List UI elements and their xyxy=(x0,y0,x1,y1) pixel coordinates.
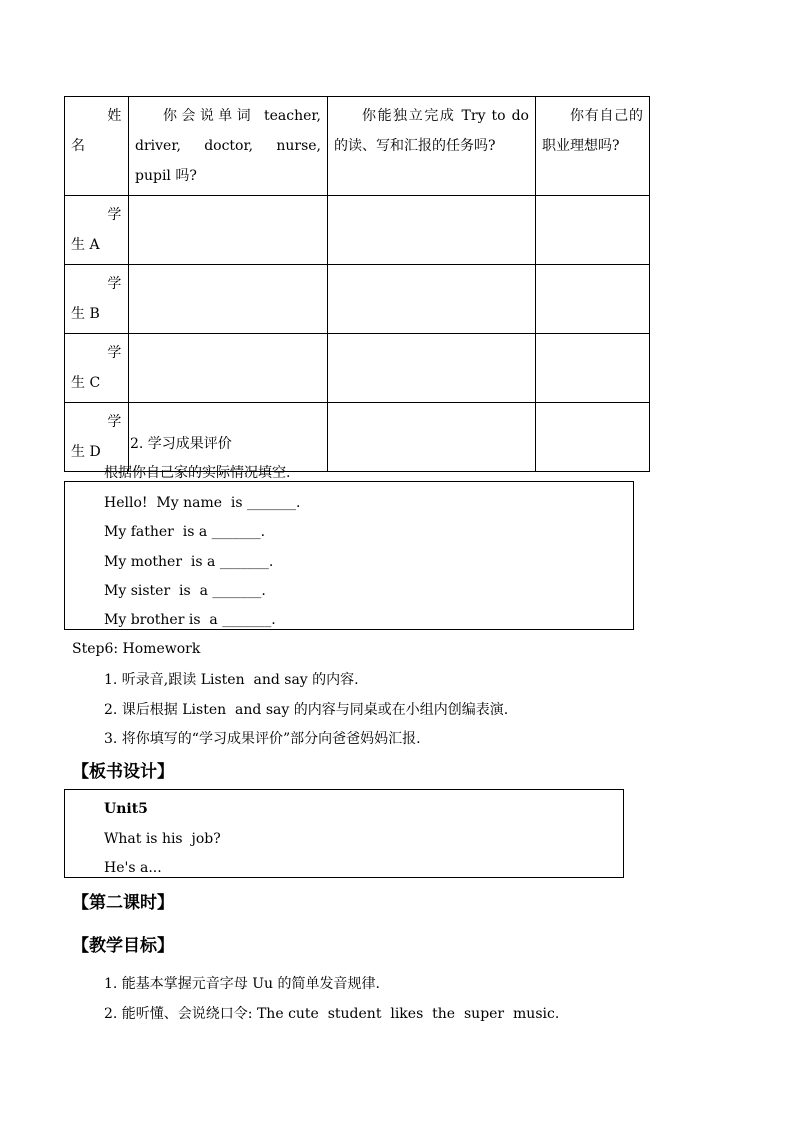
table-cell[interactable] xyxy=(536,265,650,334)
table-row xyxy=(65,265,650,334)
board-unit: Unit5 xyxy=(104,801,148,817)
fill-line-father: My father is a _______. xyxy=(104,524,266,540)
table-cell[interactable] xyxy=(536,196,650,265)
board-design-box xyxy=(64,789,624,878)
homework-item-2: 2. 课后根据 Listen and say 的内容与同桌或在小组内创编表演. xyxy=(104,702,509,718)
homework-item-1: 1. 听录音,跟读 Listen and say 的内容. xyxy=(104,672,359,688)
section2-title: 2. 学习成果评价 xyxy=(130,436,232,452)
section2-instruction: 根据你自己家的实际情况填空. xyxy=(104,465,291,481)
student-name: 学生 B xyxy=(65,265,129,334)
table-header-row xyxy=(65,97,650,196)
table-cell[interactable] xyxy=(328,196,536,265)
table-cell[interactable] xyxy=(328,334,536,403)
fill-line-sister: My sister is a _______. xyxy=(104,583,266,599)
objective-item-2: 2. 能听懂、会说绕口令: The cute student likes the super music. xyxy=(104,1006,560,1022)
table-cell[interactable] xyxy=(536,403,650,472)
board-line-1: What is his job? xyxy=(104,831,221,847)
table-row xyxy=(65,196,650,265)
fill-line-brother: My brother is a _______. xyxy=(104,612,276,628)
fill-line-name: Hello! My name is _______. xyxy=(104,495,301,511)
table-cell[interactable] xyxy=(129,265,328,334)
header-words: 你会说单词 teacher, driver, doctor, nurse, pupil 吗? xyxy=(129,97,328,196)
homework-title: Step6: Homework xyxy=(72,641,201,657)
homework-item-3: 3. 将你填写的“学习成果评价”部分向爸爸妈妈汇报. xyxy=(104,731,421,747)
fill-in-box xyxy=(64,481,634,630)
objective-item-1: 1. 能基本掌握元音字母 Uu 的简单发音规律. xyxy=(104,976,380,992)
table-cell[interactable] xyxy=(328,403,536,472)
header-name: 姓名 xyxy=(65,97,129,196)
header-career-ideal: 你有自己的职业理想吗? xyxy=(536,97,650,196)
table-row xyxy=(65,334,650,403)
table-cell[interactable] xyxy=(129,196,328,265)
board-line-2: He's a... xyxy=(104,860,162,876)
student-name: 学生 A xyxy=(65,196,129,265)
evaluation-table xyxy=(64,96,650,472)
board-design-heading: 【板书设计】 xyxy=(72,762,174,782)
student-name: 学生 D xyxy=(65,403,129,472)
student-name: 学生 C xyxy=(65,334,129,403)
table-cell[interactable] xyxy=(129,334,328,403)
table-cell[interactable] xyxy=(328,265,536,334)
lesson2-heading: 【第二课时】 xyxy=(72,893,174,913)
objectives-heading: 【教学目标】 xyxy=(72,936,174,956)
table-cell[interactable] xyxy=(536,334,650,403)
header-try-to-do: 你能独立完成 Try to do 的读、写和汇报的任务吗? xyxy=(328,97,536,196)
fill-line-mother: My mother is a _______. xyxy=(104,554,274,570)
